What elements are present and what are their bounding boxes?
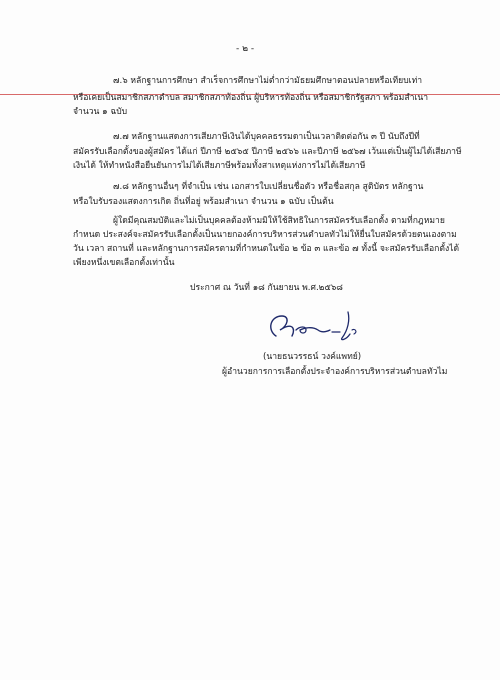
signatory-title: ผู้อำนวยการการเลือกตั้งประจำองค์การบริหารส่วนตำบลทัวไม: [222, 367, 448, 377]
notice-line-4: เพียงหนึ่งเขตเลือกตั้งเท่านั้น: [73, 258, 175, 268]
section-7-7-line-3: เงินได้ ให้ทำหนังสือยืนยันการไม่ได้เสียภาษีพร้อมทั้งสาเหตุแห่งการไม่ได้เสียภาษี: [73, 161, 366, 171]
section-7-7-line-1: ๗.๗ หลักฐานแสดงการเสียภาษีเงินได้บุคคลธรรมดาเป็นเวลาติดต่อกัน ๓ ปี นับถึงปีที่: [113, 132, 420, 142]
announcement-date: ประกาศ ณ วันที่ ๑๘ กันยายน พ.ศ.๒๕๖๘: [190, 283, 343, 293]
section-7-7-line-2: สมัครรับเลือกตั้งของผู้สมัคร ได้แก่ ปีภาษี ๒๕๖๕ ปีภาษี ๒๕๖๖ และปีภาษี ๒๕๖๗ เว้นแต่เป็นผู้ไม่ได้เสียภาษี: [73, 147, 462, 157]
section-7-6-line-2: หรือเคยเป็นสมาชิกสภาตำบล สมาชิกสภาท้องถิ่น ผู้บริหารท้องถิ่น หรือสมาชิกรัฐสภา พร้อมสำเนา: [73, 93, 429, 103]
notice-line-2: กำหนด ประสงค์จะสมัครรับเลือกตั้งเป็นนายกองค์การบริหารส่วนตำบลทัวไม่ให้ยื่นใบสมัครด้วยตนเองตาม: [73, 230, 457, 240]
section-7-6-line-3: จำนวน ๑ ฉบับ: [73, 107, 128, 117]
section-7-8-line-1: ๗.๘ หลักฐานอื่นๆ ที่จำเป็น เช่น เอกสารใบเปลี่ยนชื่อตัว หรือชื่อสกุล สูติบัตร หลักฐาน: [113, 182, 424, 192]
section-7-8-line-2: หรือใบรับรองแสดงการเกิด ถิ่นที่อยู่ พร้อมสำเนา จำนวน ๑ ฉบับ เป็นต้น: [73, 197, 334, 207]
notice-line-1: ผู้ใดมีคุณสมบัติและไม่เป็นบุคคลต้องห้ามมิให้ใช้สิทธิในการสมัครรับเลือกตั้ง ตามที่กฎหมาย: [113, 216, 445, 226]
section-7-6-line-1: ๗.๖ หลักฐานการศึกษา สำเร็จการศึกษาไม่ต่ำกว่ามัธยมศึกษาตอนปลายหรือเทียบเท่า: [113, 76, 423, 86]
page-number: - ๒ -: [236, 44, 255, 54]
notice-line-3: วัน เวลา สถานที่ และหลักฐานการสมัครตามที่กำหนดในข้อ ๒ ข้อ ๓ และข้อ ๗ ทั้งนี้ จะสมัครรับเลือกตั้งได้: [73, 244, 460, 254]
handwritten-signature: [262, 308, 372, 346]
signatory-name: (นายธนวรรธน์ วงค์แพทย์): [263, 352, 362, 362]
